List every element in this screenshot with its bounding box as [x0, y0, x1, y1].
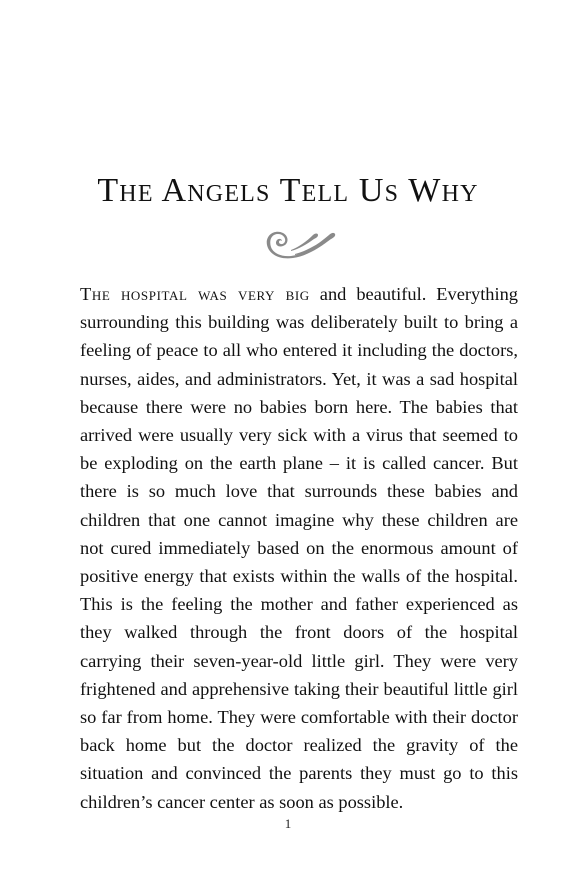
paragraph-text: and beautiful. Everything surrounding this building was deliberately built to bring a feeling of peace to all who entered it including the doctors, nurses, aides, and administrators. Yet, it was a sad hospital because there were no babies born here. The babies that arrived were usually very sick with a virus that seemed to be exploding on the earth plane – it is called cancer. But there is so much love that surrounds these babies and children that one cannot imagine why these children are not cured immediately based on the enormous amount of positive energy that exists within the walls of the hospital. This is the feeling the mother and father experienced as they walked through the front doors of the hospital carrying their seven-year-old little girl. They were very frightened and apprehensive taking their beautiful little girl so far from home. They were comfortable with their doctor back home but the doctor realized the gravity of the situation and convinced the parents they must go to this children’s cancer center as soon as possible. — [80, 284, 518, 812]
page-number: 1 — [284, 816, 292, 831]
scroll-flourish-icon — [261, 223, 337, 263]
chapter-paragraph — [80, 280, 518, 816]
chapter-title: The Angels Tell Us Why — [97, 172, 479, 209]
paragraph-lead-in: The hospital was very big — [80, 284, 310, 304]
